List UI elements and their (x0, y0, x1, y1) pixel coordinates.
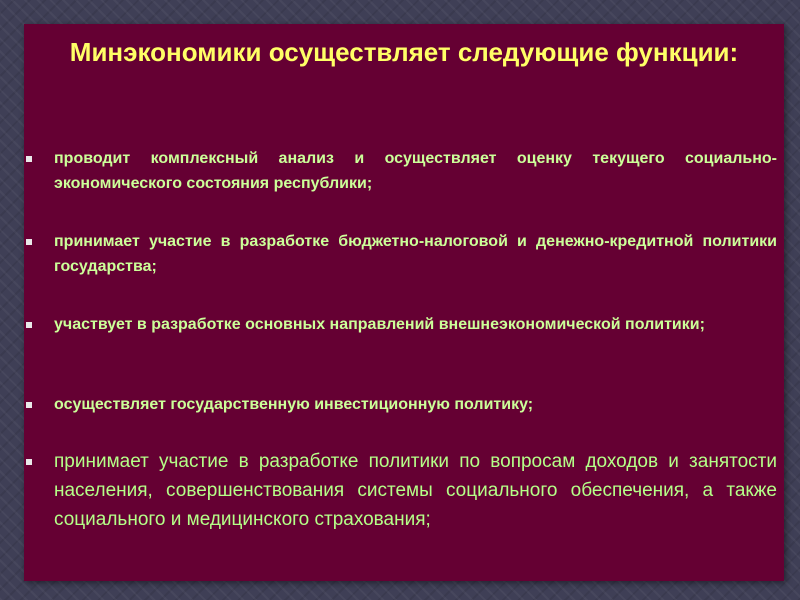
slide-panel (24, 24, 784, 581)
slide-title: Минэкономики осуществляет следующие функции: (69, 37, 739, 67)
square-bullet-icon (26, 156, 32, 162)
bullet-text: проводит комплексный анализ и осуществляет оценку текущего социально-экономического состояния республики; (54, 150, 777, 192)
square-bullet-icon (26, 402, 32, 408)
bullet-text: принимает участие в разработке политики по вопросам доходов и занятости населения, совершенствования системы социального обеспечения, а также социального и медицинского страхования; (54, 451, 777, 530)
bullet-text: осуществляет государственную инвестиционную политику; (54, 396, 534, 413)
square-bullet-icon (26, 239, 32, 245)
square-bullet-icon (26, 459, 32, 465)
square-bullet-icon (26, 322, 32, 328)
bullet-text: участвует в разработке основных направлений внешнеэкономической политики; (54, 316, 705, 333)
bullet-text: принимает участие в разработке бюджетно-налоговой и денежно-кредитной политики государства; (54, 233, 777, 275)
